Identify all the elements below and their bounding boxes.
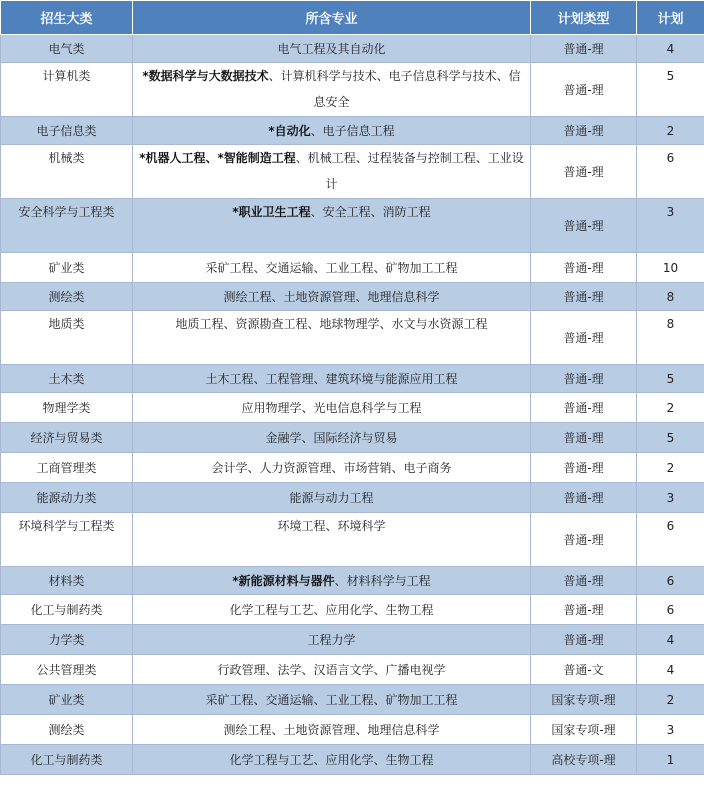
plan-type-cell: 普通-理 — [531, 595, 637, 625]
majors-cell — [133, 253, 531, 283]
table-row — [1, 513, 704, 567]
majors-text: 行政管理、法学、汉语言文学、广播电视学 — [217, 662, 446, 677]
plan-type-cell: 普通-文 — [531, 655, 637, 685]
majors-cell — [133, 567, 531, 595]
plan-type-cell: 普通-理 — [531, 365, 637, 393]
majors-text: 能源与动力工程 — [289, 490, 374, 505]
majors-cell — [133, 453, 531, 483]
majors-cell — [133, 655, 531, 685]
plan-type-cell: 普通-理 — [531, 393, 637, 423]
plan-type-cell: 普通-理 — [531, 513, 637, 567]
majors-text: 采矿工程、交通运输、工业工程、矿物加工工程 — [205, 692, 458, 707]
category-cell: 测绘类 — [1, 283, 133, 311]
featured-majors: *机器人工程、*智能制造工程 — [139, 151, 296, 165]
table-row — [1, 145, 704, 199]
table-row — [1, 63, 704, 117]
table-row — [1, 745, 704, 775]
table-row — [1, 453, 704, 483]
category-cell: 化工与制药类 — [1, 745, 133, 775]
table-row — [1, 685, 704, 715]
plan-type-cell: 普通-理 — [531, 199, 637, 253]
plan-count-cell: 2 — [637, 453, 704, 483]
category-cell: 能源动力类 — [1, 483, 133, 513]
header-category: 招生大类 — [1, 1, 133, 35]
plan-type-cell: 普通-理 — [531, 483, 637, 513]
majors-text: 工程力学 — [307, 632, 356, 647]
majors-text: 应用物理学、光电信息科学与工程 — [241, 400, 422, 415]
header-majors: 所含专业 — [133, 1, 531, 35]
plan-type-cell: 普通-理 — [531, 253, 637, 283]
plan-type-cell: 普通-理 — [531, 453, 637, 483]
category-cell: 公共管理类 — [1, 655, 133, 685]
header-plan: 计划 — [637, 1, 704, 35]
plan-count-cell: 2 — [637, 685, 704, 715]
table-row — [1, 35, 704, 63]
category-cell: 工商管理类 — [1, 453, 133, 483]
table-row — [1, 625, 704, 655]
plan-count-cell: 3 — [637, 483, 704, 513]
plan-count-cell: 8 — [637, 311, 704, 365]
table-row — [1, 283, 704, 311]
majors-text: 土木工程、工程管理、建筑环境与能源应用工程 — [205, 371, 458, 386]
plan-type-cell: 普通-理 — [531, 63, 637, 117]
majors-cell — [133, 393, 531, 423]
majors-cell — [133, 63, 531, 117]
majors-cell — [133, 35, 531, 63]
category-cell: 土木类 — [1, 365, 133, 393]
table-row — [1, 311, 704, 365]
plan-type-cell: 普通-理 — [531, 145, 637, 199]
plan-type-cell: 国家专项-理 — [531, 685, 637, 715]
plan-type-cell: 普通-理 — [531, 423, 637, 453]
plan-count-cell: 5 — [637, 423, 704, 453]
category-cell: 电气类 — [1, 35, 133, 63]
majors-text: 测绘工程、土地资源管理、地理信息科学 — [223, 289, 440, 304]
plan-count-cell: 2 — [637, 117, 704, 145]
table-row — [1, 595, 704, 625]
majors-cell — [133, 685, 531, 715]
table-row — [1, 655, 704, 685]
majors-cell — [133, 513, 531, 567]
majors-cell — [133, 283, 531, 311]
plan-type-cell: 普通-理 — [531, 567, 637, 595]
plan-count-cell: 2 — [637, 393, 704, 423]
majors-text: 、计算机科学与技术、电子信息科学与技术、信息安全 — [268, 69, 521, 109]
majors-cell — [133, 483, 531, 513]
category-cell: 环境科学与工程类 — [1, 513, 133, 567]
majors-cell — [133, 145, 531, 199]
featured-majors: *自动化 — [268, 123, 311, 138]
category-cell: 安全科学与工程类 — [1, 199, 133, 253]
majors-cell — [133, 595, 531, 625]
plan-count-cell: 3 — [637, 715, 704, 745]
table-row — [1, 365, 704, 393]
plan-type-cell: 普通-理 — [531, 625, 637, 655]
table-row — [1, 117, 704, 145]
category-cell: 测绘类 — [1, 715, 133, 745]
majors-text: 环境工程、环境科学 — [277, 519, 386, 533]
majors-text: 、材料科学与工程 — [334, 573, 431, 588]
plan-count-cell: 4 — [637, 35, 704, 63]
plan-count-cell: 6 — [637, 595, 704, 625]
plan-type-cell: 普通-理 — [531, 283, 637, 311]
category-cell: 计算机类 — [1, 63, 133, 117]
category-cell: 矿业类 — [1, 685, 133, 715]
featured-majors: *数据科学与大数据技术 — [142, 69, 269, 83]
category-cell: 化工与制药类 — [1, 595, 133, 625]
majors-text: 、机械工程、过程装备与控制工程、工业设计 — [295, 151, 524, 191]
plan-count-cell: 5 — [637, 63, 704, 117]
category-cell: 地质类 — [1, 311, 133, 365]
featured-majors: *新能源材料与器件 — [232, 573, 335, 588]
plan-count-cell: 3 — [637, 199, 704, 253]
table-row — [1, 199, 704, 253]
majors-text: 、电子信息工程 — [310, 123, 395, 138]
plan-type-cell: 普通-理 — [531, 311, 637, 365]
category-cell: 矿业类 — [1, 253, 133, 283]
plan-count-cell: 4 — [637, 625, 704, 655]
table-row — [1, 423, 704, 453]
majors-cell — [133, 365, 531, 393]
table-row — [1, 483, 704, 513]
featured-majors: *职业卫生工程 — [232, 205, 311, 219]
majors-cell — [133, 311, 531, 365]
plan-count-cell: 10 — [637, 253, 704, 283]
table-row — [1, 393, 704, 423]
majors-cell — [133, 625, 531, 655]
category-cell: 物理学类 — [1, 393, 133, 423]
majors-cell — [133, 715, 531, 745]
plan-count-cell: 8 — [637, 283, 704, 311]
category-cell: 机械类 — [1, 145, 133, 199]
category-cell: 力学类 — [1, 625, 133, 655]
plan-count-cell: 5 — [637, 365, 704, 393]
table-row — [1, 567, 704, 595]
plan-type-cell: 国家专项-理 — [531, 715, 637, 745]
majors-cell — [133, 199, 531, 253]
majors-cell — [133, 117, 531, 145]
category-cell: 电子信息类 — [1, 117, 133, 145]
plan-count-cell: 6 — [637, 513, 704, 567]
majors-text: 、安全工程、消防工程 — [310, 205, 431, 219]
majors-text: 会计学、人力资源管理、市场营销、电子商务 — [211, 460, 452, 475]
plan-type-cell: 普通-理 — [531, 117, 637, 145]
majors-text: 采矿工程、交通运输、工业工程、矿物加工工程 — [205, 260, 458, 275]
majors-cell — [133, 745, 531, 775]
plan-count-cell: 1 — [637, 745, 704, 775]
majors-text: 化学工程与工艺、应用化学、生物工程 — [229, 752, 434, 767]
category-cell: 经济与贸易类 — [1, 423, 133, 453]
plan-type-cell: 高校专项-理 — [531, 745, 637, 775]
category-cell: 材料类 — [1, 567, 133, 595]
header-row — [1, 1, 704, 35]
plan-count-cell: 4 — [637, 655, 704, 685]
header-plan-type: 计划类型 — [531, 1, 637, 35]
majors-text: 电气工程及其自动化 — [277, 41, 386, 56]
table-row — [1, 715, 704, 745]
plan-count-cell: 6 — [637, 145, 704, 199]
majors-text: 金融学、国际经济与贸易 — [265, 430, 398, 445]
majors-text: 地质工程、资源勘查工程、地球物理学、水文与水资源工程 — [175, 317, 488, 331]
plan-count-cell: 6 — [637, 567, 704, 595]
table-row — [1, 253, 704, 283]
majors-text: 化学工程与工艺、应用化学、生物工程 — [229, 602, 434, 617]
majors-cell — [133, 423, 531, 453]
majors-text: 测绘工程、土地资源管理、地理信息科学 — [223, 722, 440, 737]
plan-type-cell: 普通-理 — [531, 35, 637, 63]
